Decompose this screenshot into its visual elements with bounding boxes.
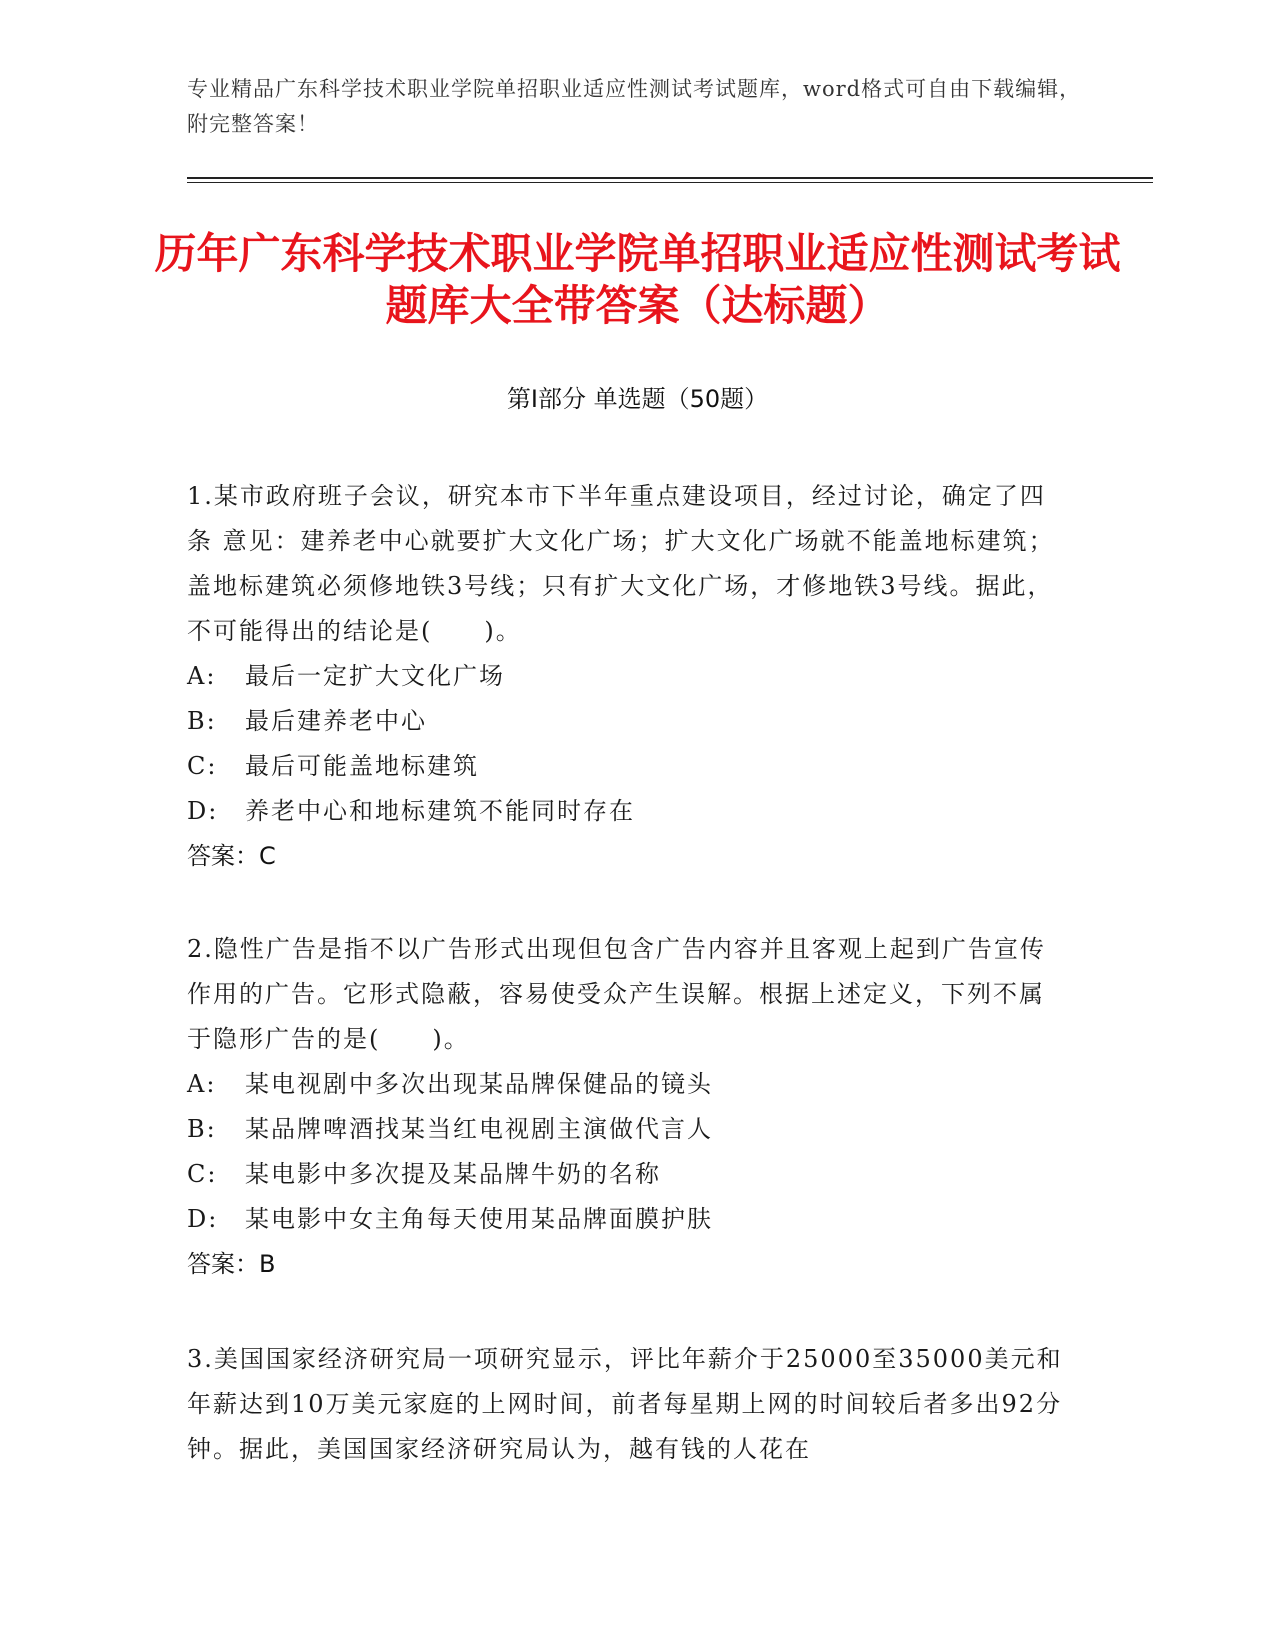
question-2 bbox=[187, 927, 1067, 1287]
section-heading: 第Ⅰ部分 单选题（50题） bbox=[506, 385, 769, 413]
option-d bbox=[187, 1197, 1067, 1242]
option-key: B: bbox=[187, 1115, 217, 1143]
option-c bbox=[187, 744, 1067, 789]
question-text: 1.某市政府班子会议，研究本市下半年重点建设项目，经过讨论，确定了四条 意见：建养老中心就要扩大文化广场；扩大文化广场就不能盖地标建筑；盖地标建筑必须修地铁3号线；只有扩大文化广场，才修地铁3号线。据此，不可能得出的结论是( )。 bbox=[187, 482, 1055, 645]
option-text: 某电视剧中多次出现某品牌保健品的镜头 bbox=[245, 1070, 713, 1098]
option-key: A: bbox=[187, 662, 217, 690]
answer-line: 答案：C bbox=[187, 842, 276, 870]
option-key: C: bbox=[187, 752, 218, 780]
option-c bbox=[187, 1152, 1067, 1197]
option-a bbox=[187, 654, 1067, 699]
option-text: 最后可能盖地标建筑 bbox=[245, 752, 479, 780]
option-key: D: bbox=[187, 797, 219, 825]
option-b bbox=[187, 699, 1067, 744]
option-text: 养老中心和地标建筑不能同时存在 bbox=[245, 797, 635, 825]
option-b bbox=[187, 1107, 1067, 1152]
option-d bbox=[187, 789, 1067, 834]
option-key: C: bbox=[187, 1160, 218, 1188]
option-text: 最后建养老中心 bbox=[245, 707, 427, 735]
option-text: 某电影中多次提及某品牌牛奶的名称 bbox=[245, 1160, 661, 1188]
option-text: 最后一定扩大文化广场 bbox=[245, 662, 505, 690]
option-text: 某品牌啤酒找某当红电视剧主演做代言人 bbox=[245, 1115, 713, 1143]
question-3 bbox=[187, 1337, 1067, 1472]
document-title: 历年广东科学技术职业学院单招职业适应性测试考试题库大全带答案（达标题） bbox=[154, 229, 1121, 330]
option-key: B: bbox=[187, 707, 217, 735]
question-text: 2.隐性广告是指不以广告形式出现但包含广告内容并且客观上起到广告宣传作用的广告。它形式隐蔽，容易使受众产生误解。根据上述定义，下列不属于隐形广告的是( )。 bbox=[187, 935, 1046, 1053]
option-key: A: bbox=[187, 1070, 217, 1098]
header-note: 专业精品广东科学技术职业学院单招职业适应性测试考试题库，word格式可自由下载编辑，附完整答案！ bbox=[187, 77, 1082, 136]
header-divider-thin bbox=[187, 182, 1153, 183]
option-a bbox=[187, 1062, 1067, 1107]
option-key: D: bbox=[187, 1205, 219, 1233]
question-text: 3.美国国家经济研究局一项研究显示，评比年薪介于25000至35000美元和年薪达到10万美元家庭的上网时间，前者每星期上网的时间较后者多出92分钟。据此，美国国家经济研究局认为，越有钱的人花在 bbox=[187, 1345, 1063, 1463]
option-text: 某电影中女主角每天使用某品牌面膜护肤 bbox=[245, 1205, 713, 1233]
question-1 bbox=[187, 474, 1067, 879]
answer-line: 答案：B bbox=[187, 1250, 276, 1278]
header-divider-thick bbox=[187, 177, 1153, 179]
